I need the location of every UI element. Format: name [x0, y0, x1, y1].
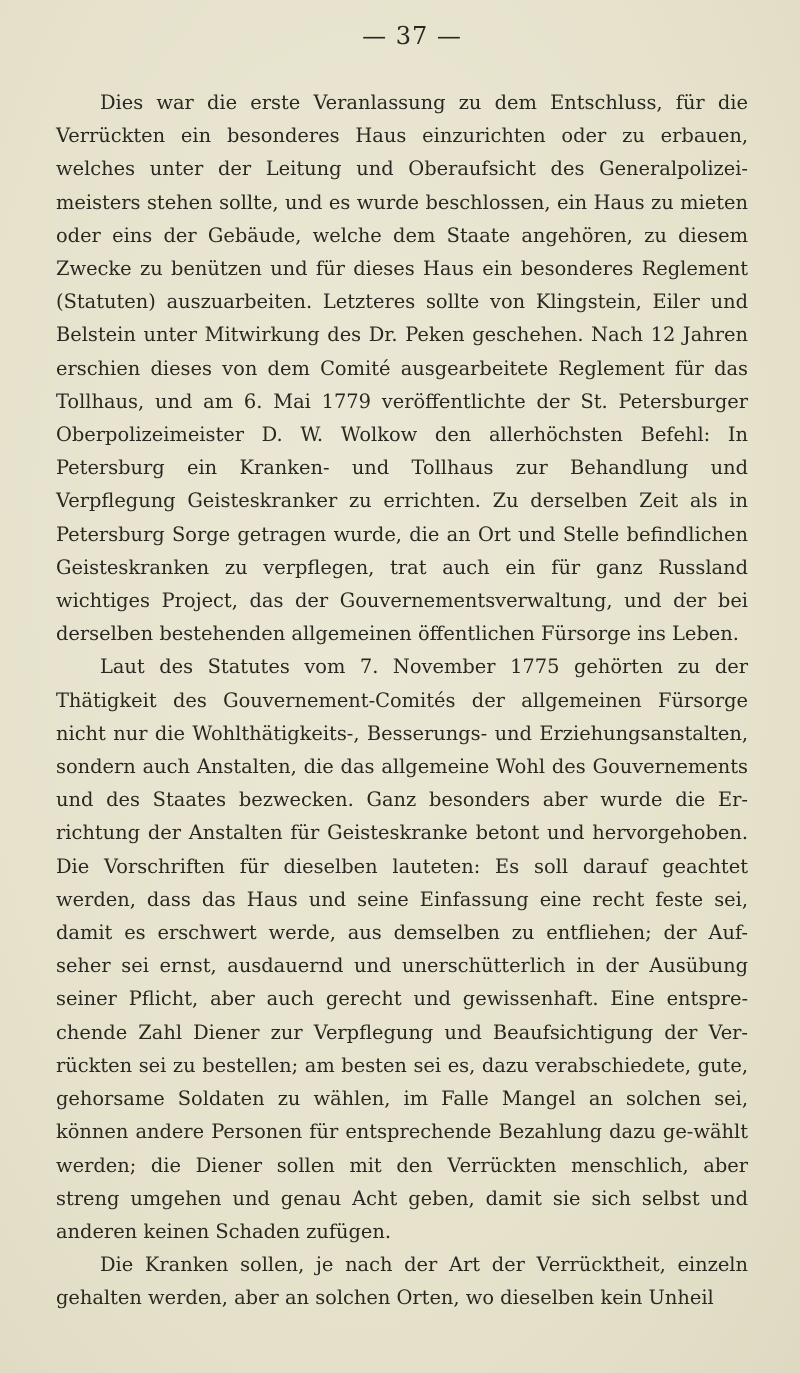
paragraph-1: Dies war die erste Veranlassung zu dem Entschluss, für die Verrückten ein besonderes Haus einzurichten oder zu erbauen, welches unter der Leitung und Oberaufsicht des Generalpolizei-meisters stehen sollte, und es wurde beschlossen, ein Haus zu mieten oder eins der Gebäude, welche dem Staate angehören, zu diesem Zwecke zu benützen und für dieses Haus ein besonderes Reglement (Statuten) auszuarbeiten. Letzteres sollte von Klingstein, Eiler und Belstein unter Mitwirkung des Dr. Peken geschehen. Nach 12 Jahren erschien dieses von dem Comité ausgearbeitete Reglement für das Tollhaus, und am 6. Mai 1779 veröffentlichte der St. Petersburger Oberpolizeimeister D. W. Wolkow den allerhöchsten Befehl: In Petersburg ein Kranken- und Tollhaus zur Behandlung und Verpflegung Geisteskranker zu errichten. Zu derselben Zeit als in Petersburg Sorge getragen wurde, die an Ort und Stelle befindlichen Geisteskranken zu verpflegen, trat auch ein für ganz Russland wichtiges Project, das der Gouvernementsverwaltung, und der bei derselben bestehenden allgemeinen öffentlichen Fürsorge ins Leben. — [56, 91, 748, 646]
paragraph-2: Laut des Statutes vom 7. November 1775 gehörten zu der Thätigkeit des Gouvernement-Comités der allgemeinen Fürsorge nicht nur die Wohlthätigkeits-, Besserungs- und Erziehungsanstalten, sondern auch Anstalten, die das allgemeine Wohl des Gouvernements und des Staates bezwecken. Ganz besonders aber wurde die Er-richtung der Anstalten für Geisteskranke betont und hervorgehoben. Die Vorschriften für dieselben lauteten: Es soll darauf geachtet werden, dass das Haus und seine Einfassung eine recht feste sei, damit es erschwert werde, aus demselben zu entfliehen; der Auf-seher sei ernst, ausdauernd und unerschütterlich in der Ausübung seiner Pflicht, aber auch gerecht und gewissenhaft. Eine entspre-chende Zahl Diener zur Verpflegung und Beaufsichtigung der Ver-rückten sei zu bestellen; am besten sei es, dazu verabschiedete, gute, gehorsame Soldaten zu wählen, im Falle Mangel an solchen sei, können andere Personen für entsprechende Bezahlung dazu ge-wählt werden; die Diener sollen mit den Verrückten menschlich, aber streng umgehen und genau Acht geben, damit sie sich selbst und anderen keinen Schaden zufügen. — [56, 655, 748, 1243]
page-number: — 37 — — [362, 22, 462, 50]
body-text — [56, 86, 748, 1315]
paragraph-3: Die Kranken sollen, je nach der Art der Verrücktheit, einzeln gehalten werden, aber an solchen Orten, wo dieselben kein Unheil — [56, 1253, 748, 1310]
